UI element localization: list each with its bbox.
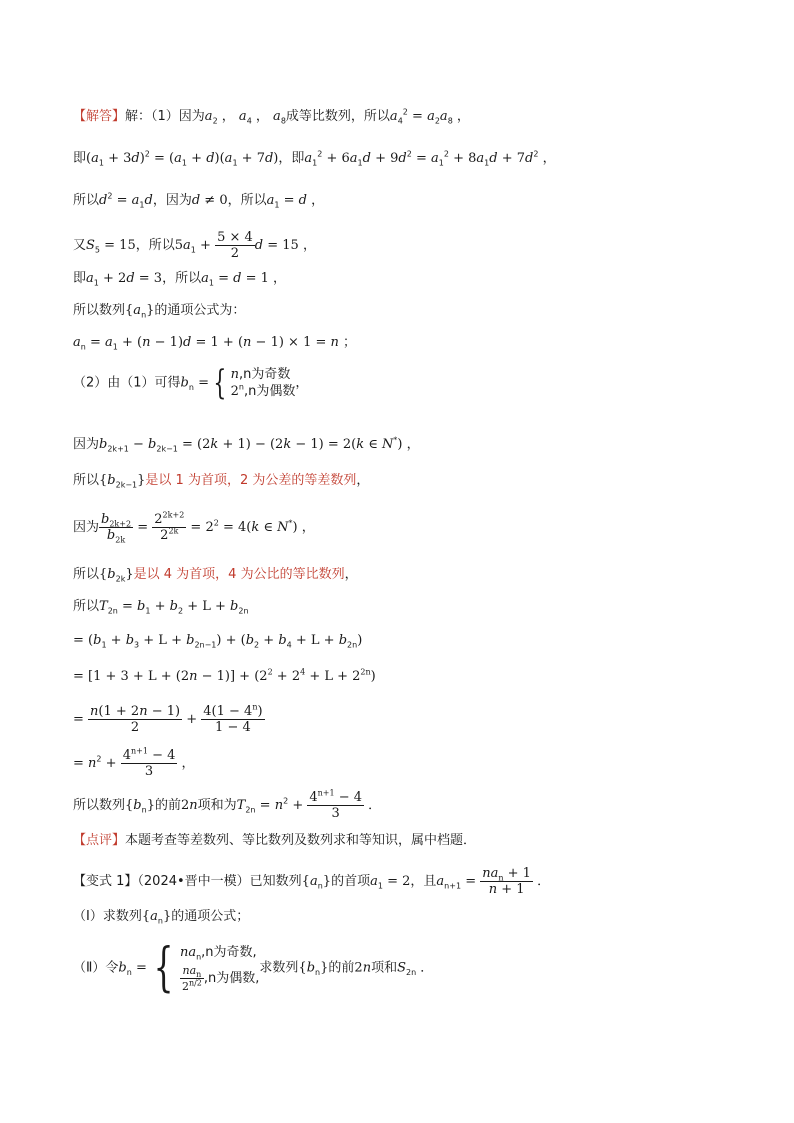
review-line — [73, 832, 476, 850]
solution-line-2: 即$(a_1 + 3d)^2 = (a_1 + d)(a_1 + 7d)$，即$a_1^2 + 6a_1d + 9d^2 = a_1^2 + 8a_1d + 7d^2$ ， — [73, 149, 556, 168]
solution-line-14: = $(b_1 + b_3 + L + b_{2n-1}) + (b_2 + b_4 + L + b_{2n})$ — [73, 633, 363, 650]
solution-tag: 【解答】 — [73, 109, 126, 124]
solution-line-10: 所以$\{b_{2k-1}\}$是以 1 为首项，2 为公差的等差数列， — [73, 473, 370, 490]
variant-line: 【变式 1】（2024•晋中一模）已知数列$\{a_n\}$的首项$a_1 = 2$，且$a_{n+1}$ = $\frac{na_n + 1}{n + 1}$ ． — [73, 866, 551, 897]
solution-line-5: 即$a_1 + 2d = 3$，所以$a_1 = d = 1$ ， — [73, 271, 287, 288]
review-text: 本题考查等差数列、等比数列及数列求和等知识，属中档题． — [125, 833, 477, 848]
solution-line-15: = $[1 + 3 + L + (2n - 1)] + (2^2 + 2^4 + L + 2^{2n})$ — [73, 667, 376, 684]
solution-line-7: $a_n = a_1 + (n - 1)d = 1 + (n - 1) \times 1 = n$ ； — [73, 335, 357, 352]
solution-line-1: 【解答】解：（1）因为$a_2$ ， $a_4$ ， $a_8$成等比数列，所以$a_4^2 = a_2a_8$ ， — [73, 107, 470, 126]
solution-line-18: 所以数列$\{b_n\}$的前2n项和为$T_{2n} = n^2$ + $\frac{4^{n+1} - 4}{3}$ ． — [73, 788, 382, 821]
solution-line-13: 所以$T_{2n} = b_1 + b_2 + L + b_{2n}$ — [73, 599, 249, 616]
solution-line-9: 因为$b_{2k+1} - b_{2k-1} = (2k + 1) - (2k - 1) = 2(k$ ∈ N*) ， — [73, 435, 420, 454]
solution-line-3: 所以$d^2 = a_1d$，因为d ≠ 0，所以$a_1 = d$ ， — [73, 191, 325, 210]
question-2: （Ⅱ）令$b_n$ = { $na_n,n$为奇数, $\frac{na_n}{2^{n/2}}$ ,n为偶数, 求数列$\{b_n\}$的前2n项和$S_{2n}$ ． — [73, 938, 434, 998]
solution-line-11: 因为 $\frac{b_{2k+2}}{b_{2k}}$ = $\frac{2^{2k+2}}{2^{2k}}$ = $2^2 = 4(k$ ∈ N*) ， — [73, 510, 315, 545]
solution-line-6: 所以数列$\{a_n\}$的通项公式为： — [73, 303, 246, 320]
solution-line-4: 又$S_5 = 15$，所以$5a_1$ + $\frac{5 \times 4}{2}$ d = 15 ， — [73, 230, 316, 261]
solution-text-1: 成等比数列，所以 — [285, 109, 390, 124]
solution-lead: 解：（1）因为 — [125, 109, 205, 124]
question-1: （Ⅰ）求数列$\{a_n\}$的通项公式； — [73, 909, 250, 926]
variant-tag: 【变式 1】 — [73, 874, 138, 889]
solution-line-12: 所以$\{b_{2k}\}$是以 4 为首项，4 为公比的等比数列， — [73, 567, 358, 584]
review-tag: 【点评】 — [73, 833, 126, 848]
solution-line-16: = $\frac{n(1 + 2n - 1)}{2}$ + $\frac{4(1 - 4^n)}{1 - 4}$ — [73, 702, 263, 735]
solution-line-17: = $n^2$ + $\frac{4^{n+1} - 4}{3}$ ， — [73, 746, 195, 779]
solution-line-8: （2）由（1）可得$b_n$ = { n,n为奇数 2$^n$,n为偶数 ， — [73, 363, 309, 403]
